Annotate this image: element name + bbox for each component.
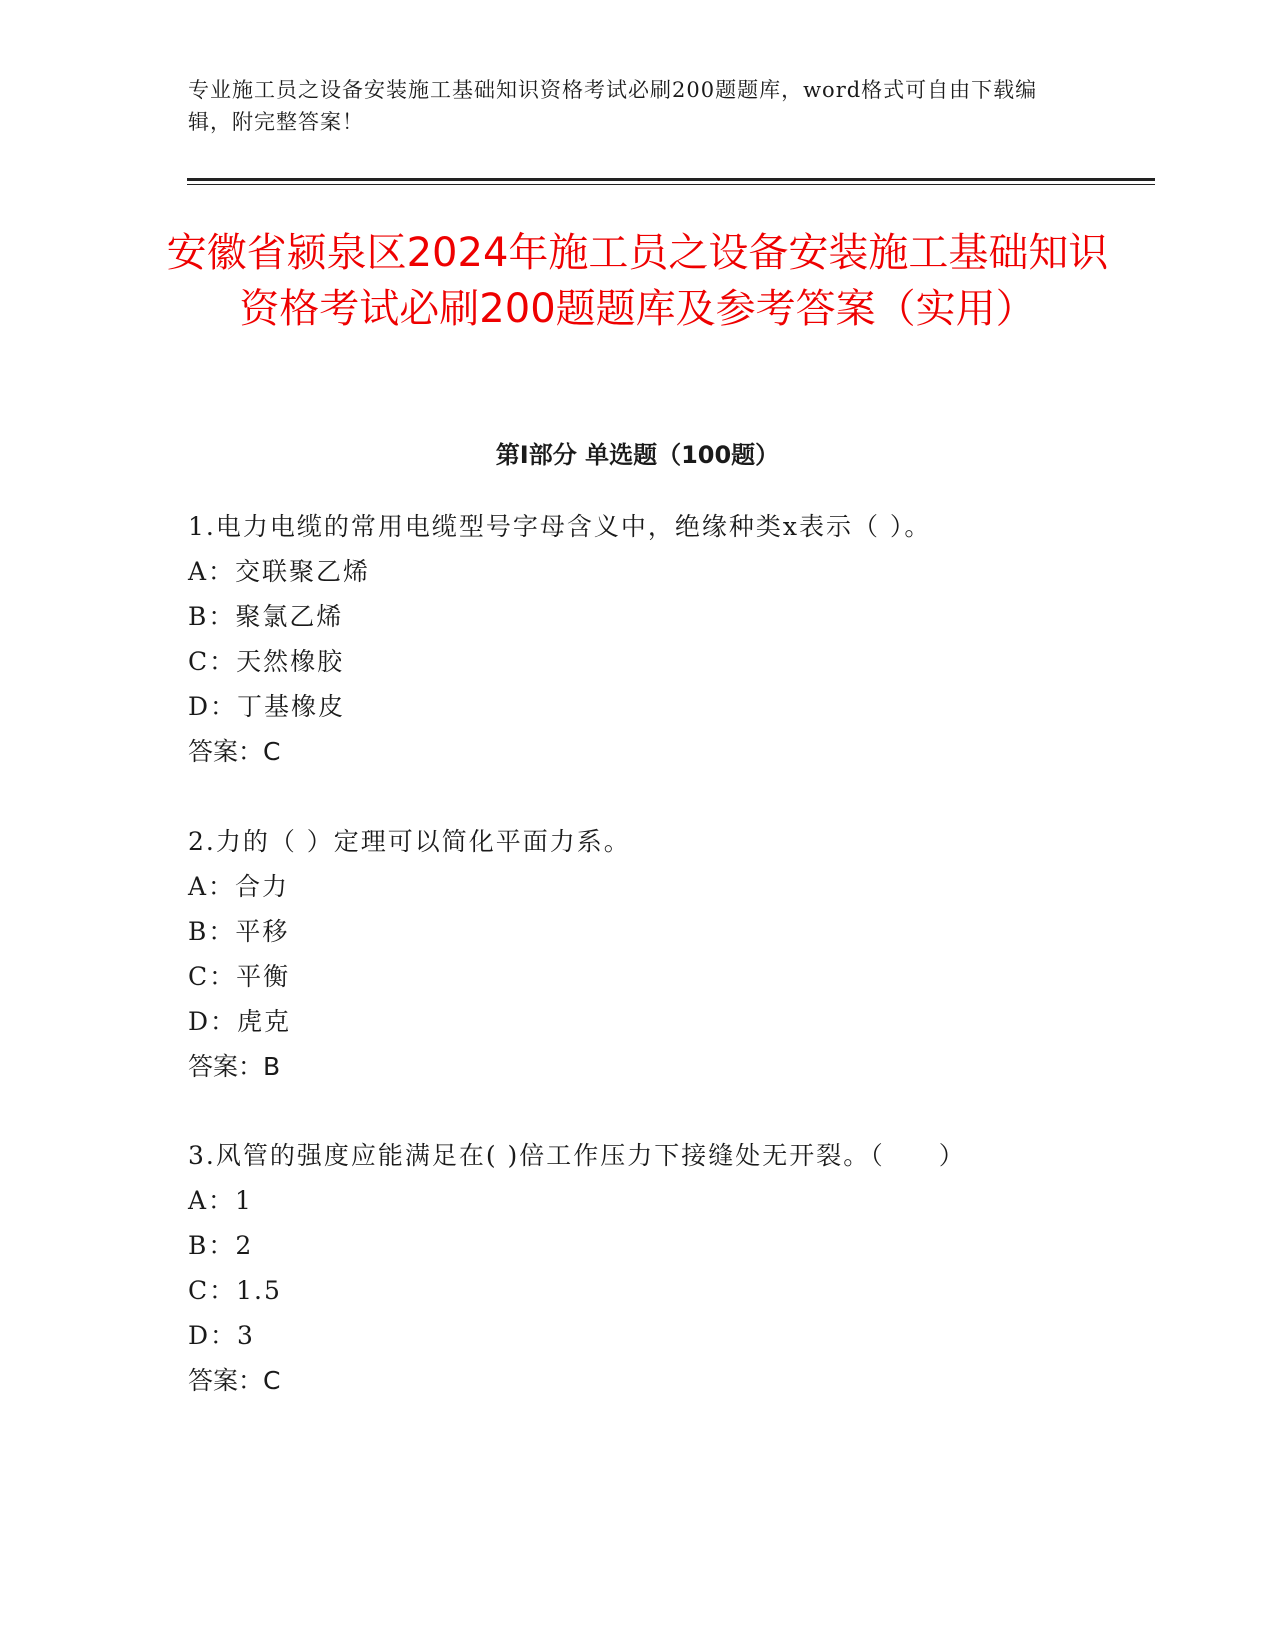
answer: 答案：C xyxy=(188,1366,281,1395)
option-d: D：丁基橡皮 xyxy=(188,692,346,721)
option-a: A：合力 xyxy=(188,872,290,901)
option-b: B：2 xyxy=(188,1231,254,1260)
question-stem: 2.力的（ ）定理可以简化平面力系。 xyxy=(188,827,631,856)
section-heading: 第Ⅰ部分 单选题（100题） xyxy=(495,441,780,469)
option-a: A：1 xyxy=(188,1186,253,1215)
header-divider-thick xyxy=(187,178,1155,181)
question-stem: 1.电力电缆的常用电缆型号字母含义中，绝缘种类x表示（ ）。 xyxy=(188,512,932,541)
option-b: B：聚氯乙烯 xyxy=(188,602,344,631)
option-c: C：天然橡胶 xyxy=(188,647,345,676)
question-stem: 3.风管的强度应能满足在( )倍工作压力下接缝处无开裂。（ ） xyxy=(188,1141,966,1170)
answer: 答案：C xyxy=(188,737,281,766)
option-c: C：1.5 xyxy=(188,1276,282,1305)
question-3 xyxy=(188,1133,1108,1403)
option-d: D：虎克 xyxy=(188,1007,292,1036)
option-d: D：3 xyxy=(188,1321,255,1350)
question-2 xyxy=(188,819,1108,1089)
header-note: 专业施工员之设备安装施工基础知识资格考试必刷200题题库，word格式可自由下载编辑，附完整答案！ xyxy=(188,78,1038,134)
option-a: A：交联聚乙烯 xyxy=(188,557,371,586)
header-divider-thin xyxy=(187,184,1155,185)
answer: 答案：B xyxy=(188,1052,281,1081)
option-b: B：平移 xyxy=(188,917,290,946)
question-1 xyxy=(188,504,1108,774)
option-c: C：平衡 xyxy=(188,962,291,991)
document-title: 安徽省颍泉区2024年施工员之设备安装施工基础知识资格考试必刷200题题库及参考答案（实用） xyxy=(166,230,1109,332)
